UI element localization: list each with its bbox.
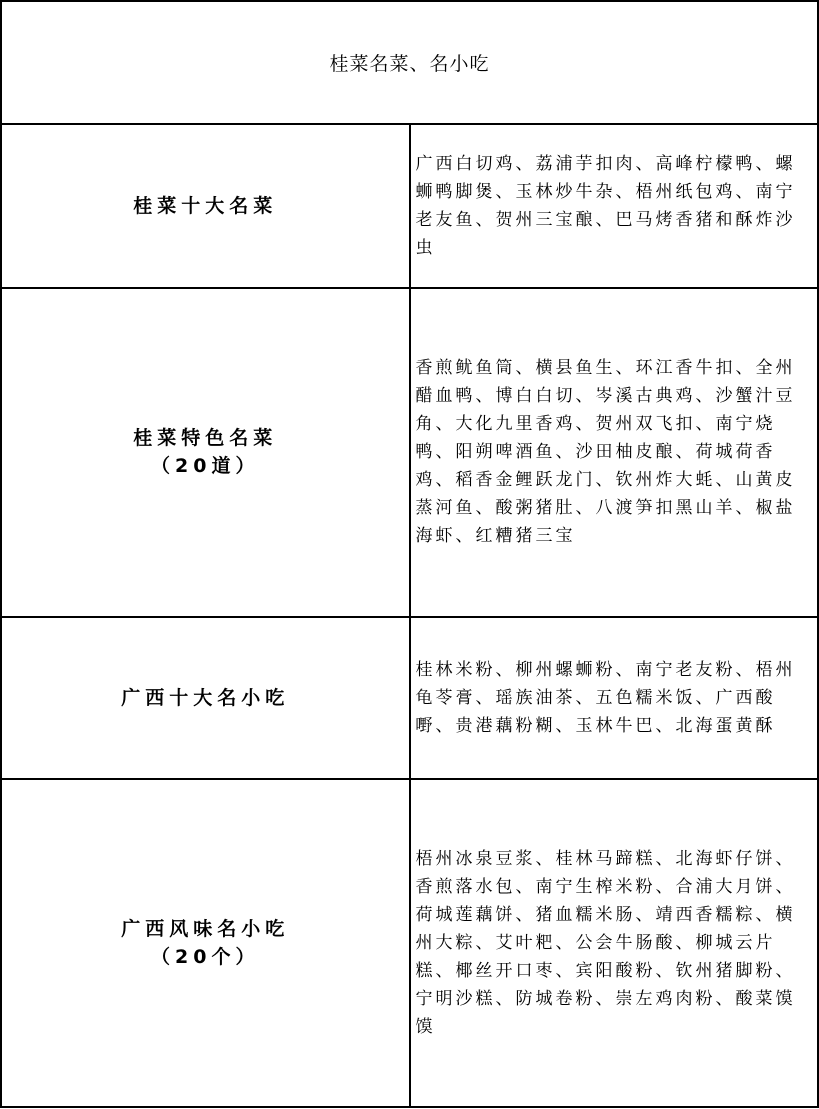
- title-row: [1, 1, 818, 124]
- row-content: 广西白切鸡、荔浦芋扣肉、高峰柠檬鸭、螺蛳鸭脚煲、玉林炒牛杂、梧州纸包鸡、南宁老友鱼、贺州三宝酿、巴马烤香猪和酥炸沙虫: [410, 124, 819, 287]
- row-label: [1, 288, 410, 617]
- row-label: [1, 124, 410, 287]
- row-label-text: 桂菜特色名菜: [133, 427, 278, 450]
- table-title: 桂菜名菜、名小吃: [1, 1, 818, 124]
- row-content: 桂林米粉、柳州螺蛳粉、南宁老友粉、梧州龟苓膏、瑶族油茶、五色糯米饭、广西酸嘢、贵港藕粉糊、玉林牛巴、北海蛋黄酥: [410, 617, 819, 779]
- row-label-count: （20个）: [151, 946, 260, 969]
- row-label-count: （20道）: [151, 455, 260, 478]
- table-row: [1, 288, 818, 617]
- row-label: [1, 617, 410, 779]
- table-row: [1, 617, 818, 779]
- row-label-text: 桂菜十大名菜: [133, 195, 278, 218]
- row-content: 香煎鱿鱼筒、横县鱼生、环江香牛扣、全州醋血鸭、博白白切、岑溪古典鸡、沙蟹汁豆角、大化九里香鸡、贺州双飞扣、南宁烧鸭、阳朔啤酒鱼、沙田柚皮酿、荷城荷香鸡、稻香金鲤跃龙门、钦州炸大蚝、山黄皮蒸河鱼、酸粥猪肚、八渡笋扣黑山羊、椒盐海虾、红糟猪三宝: [410, 288, 819, 617]
- row-content: 梧州冰泉豆浆、桂林马蹄糕、北海虾仔饼、香煎落水包、南宁生榨米粉、合浦大月饼、荷城莲藕饼、猪血糯米肠、靖西香糯粽、横州大粽、艾叶粑、公会牛肠酸、柳城云片糕、椰丝开口枣、宾阳酸粉、钦州猪脚粉、宁明沙糕、防城卷粉、崇左鸡肉粉、酸菜馍馍: [410, 779, 819, 1107]
- row-label-text: 广西十大名小吃: [121, 686, 290, 709]
- row-label-text: 广西风味名小吃: [121, 918, 290, 941]
- row-label: [1, 779, 410, 1107]
- table-row: [1, 779, 818, 1107]
- table-row: [1, 124, 818, 287]
